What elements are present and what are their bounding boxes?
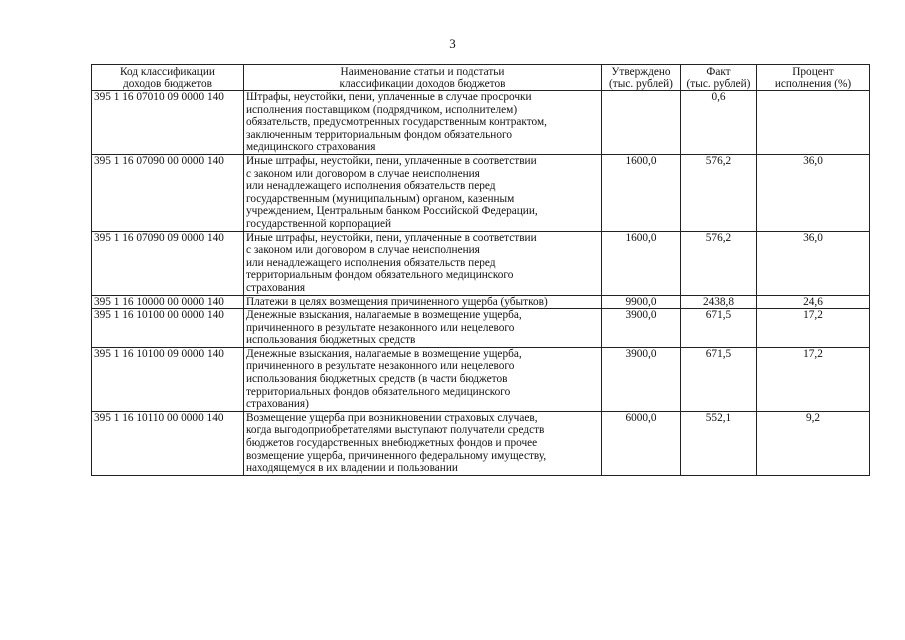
cell-code: 395 1 16 10100 00 0000 140 [92, 309, 244, 348]
cell-name-line: использования бюджетных средств (в части бюджетов [246, 373, 508, 386]
cell-name-line: Иные штрафы, неустойки, пени, уплаченные в соответствии [246, 231, 537, 244]
cell-name-line: Денежные взыскания, налагаемые в возмещение ущерба, [246, 347, 522, 360]
cell-name [244, 309, 602, 348]
cell-name-line: с законом или договором в случае неисполнения [246, 167, 480, 180]
cell-name-line: территориальным фондом обязательного медицинского [246, 269, 514, 282]
cell-name-line: государственным (муниципальным) органом, казенным [246, 192, 515, 205]
cell-name-line: или ненадлежащего исполнения обязательств перед [246, 180, 496, 193]
cell-name-line: Возмещение ущерба при возникновении страховых случаев, [246, 411, 538, 424]
cell-name-line: Платежи в целях возмещения причиненного ущерба (убытков) [246, 295, 548, 308]
header-name-line: Наименование статьи и подстатьи [340, 66, 505, 78]
cell-percent [757, 91, 870, 155]
cell-code: 395 1 16 10000 00 0000 140 [92, 295, 244, 309]
table-row [92, 91, 870, 155]
cell-name-line: бюджетов государственных внебюджетных фондов и прочее [246, 437, 538, 450]
cell-fact: 2438,8 [681, 295, 757, 309]
cell-approved [602, 91, 681, 155]
cell-name-line: возмещение ущерба, причиненного федеральному имуществу, [246, 449, 547, 462]
cell-name-line: медицинского страхования [246, 141, 376, 154]
table-row [92, 309, 870, 348]
header-fact-line: (тыс. рублей) [686, 78, 751, 90]
header-percent-line: Процент [792, 66, 834, 78]
cell-fact: 0,6 [681, 91, 757, 155]
cell-name [244, 347, 602, 411]
table-header-row [92, 65, 870, 91]
header-approved-line: Утверждено [611, 66, 671, 78]
header-code-line: доходов бюджетов [122, 78, 212, 90]
cell-name-line: когда выгодоприобретателями выступают получатели средств [246, 424, 545, 437]
budget-revenue-table [91, 64, 870, 476]
cell-name-line: Иные штрафы, неустойки, пени, уплаченные в соответствии [246, 154, 537, 167]
table-row [92, 231, 870, 295]
cell-approved: 3900,0 [602, 347, 681, 411]
header-fact-line: Факт [706, 66, 731, 78]
cell-code: 395 1 16 07010 09 0000 140 [92, 91, 244, 155]
cell-name-line: государственной корпорацией [246, 217, 392, 230]
cell-name-line: страхования [246, 281, 306, 294]
cell-name-line: причиненного в результате незаконного или нецелевого [246, 360, 515, 373]
cell-name-line: Штрафы, неустойки, пени, уплаченные в случае просрочки [246, 91, 532, 103]
page-number: 3 [449, 36, 456, 51]
cell-name [244, 154, 602, 231]
header-approved-line: (тыс. рублей) [609, 78, 673, 90]
cell-name-line: причиненного в результате незаконного или нецелевого [246, 321, 515, 334]
cell-code: 395 1 16 07090 00 0000 140 [92, 154, 244, 231]
cell-name-line: обязательств, предусмотренных государственным контрактом, [246, 116, 547, 129]
cell-name-line: Денежные взыскания, налагаемые в возмещение ущерба, [246, 309, 522, 322]
cell-name-line: территориальных фондов обязательного медицинского [246, 385, 511, 398]
cell-name-line: исполнения поставщиком (подрядчиком, исполнителем) [246, 103, 518, 116]
cell-name-line: учреждением, Центральным банком Российской Федерации, [246, 205, 538, 218]
cell-percent: 36,0 [757, 154, 870, 231]
cell-approved: 6000,0 [602, 411, 681, 475]
cell-percent: 9,2 [757, 411, 870, 475]
cell-approved: 1600,0 [602, 154, 681, 231]
table-row [92, 154, 870, 231]
header-percent [757, 65, 870, 91]
cell-percent: 17,2 [757, 309, 870, 348]
cell-name-line: находящемуся в их владении и пользовании [246, 462, 458, 475]
cell-fact: 671,5 [681, 309, 757, 348]
table-row [92, 347, 870, 411]
cell-name-line: с законом или договором в случае неисполнения [246, 244, 480, 257]
header-code [92, 65, 244, 91]
header-code-line: Код классификации [120, 66, 215, 78]
header-name-line: классификации доходов бюджетов [339, 78, 506, 90]
cell-approved: 9900,0 [602, 295, 681, 309]
cell-code: 395 1 16 10100 09 0000 140 [92, 347, 244, 411]
cell-approved: 1600,0 [602, 231, 681, 295]
cell-fact: 552,1 [681, 411, 757, 475]
header-fact [681, 65, 757, 91]
cell-code: 395 1 16 10110 00 0000 140 [92, 411, 244, 475]
cell-name-line: использования бюджетных средств [246, 334, 416, 347]
cell-name [244, 295, 602, 309]
cell-name [244, 231, 602, 295]
cell-fact: 576,2 [681, 231, 757, 295]
cell-approved: 3900,0 [602, 309, 681, 348]
header-name [244, 65, 602, 91]
cell-percent: 24,6 [757, 295, 870, 309]
header-percent-line: исполнения (%) [774, 78, 852, 90]
cell-name [244, 91, 602, 155]
table-body [92, 91, 870, 476]
header-approved [602, 65, 681, 91]
cell-code: 395 1 16 07090 09 0000 140 [92, 231, 244, 295]
cell-fact: 576,2 [681, 154, 757, 231]
cell-name [244, 411, 602, 475]
cell-name-line: заключенным территориальным фондом обязательного [246, 128, 512, 141]
cell-name-line: или ненадлежащего исполнения обязательств перед [246, 256, 496, 269]
cell-percent: 36,0 [757, 231, 870, 295]
cell-percent: 17,2 [757, 347, 870, 411]
table-row [92, 295, 870, 309]
table-row [92, 411, 870, 475]
cell-name-line: страхования) [246, 398, 309, 411]
cell-fact: 671,5 [681, 347, 757, 411]
